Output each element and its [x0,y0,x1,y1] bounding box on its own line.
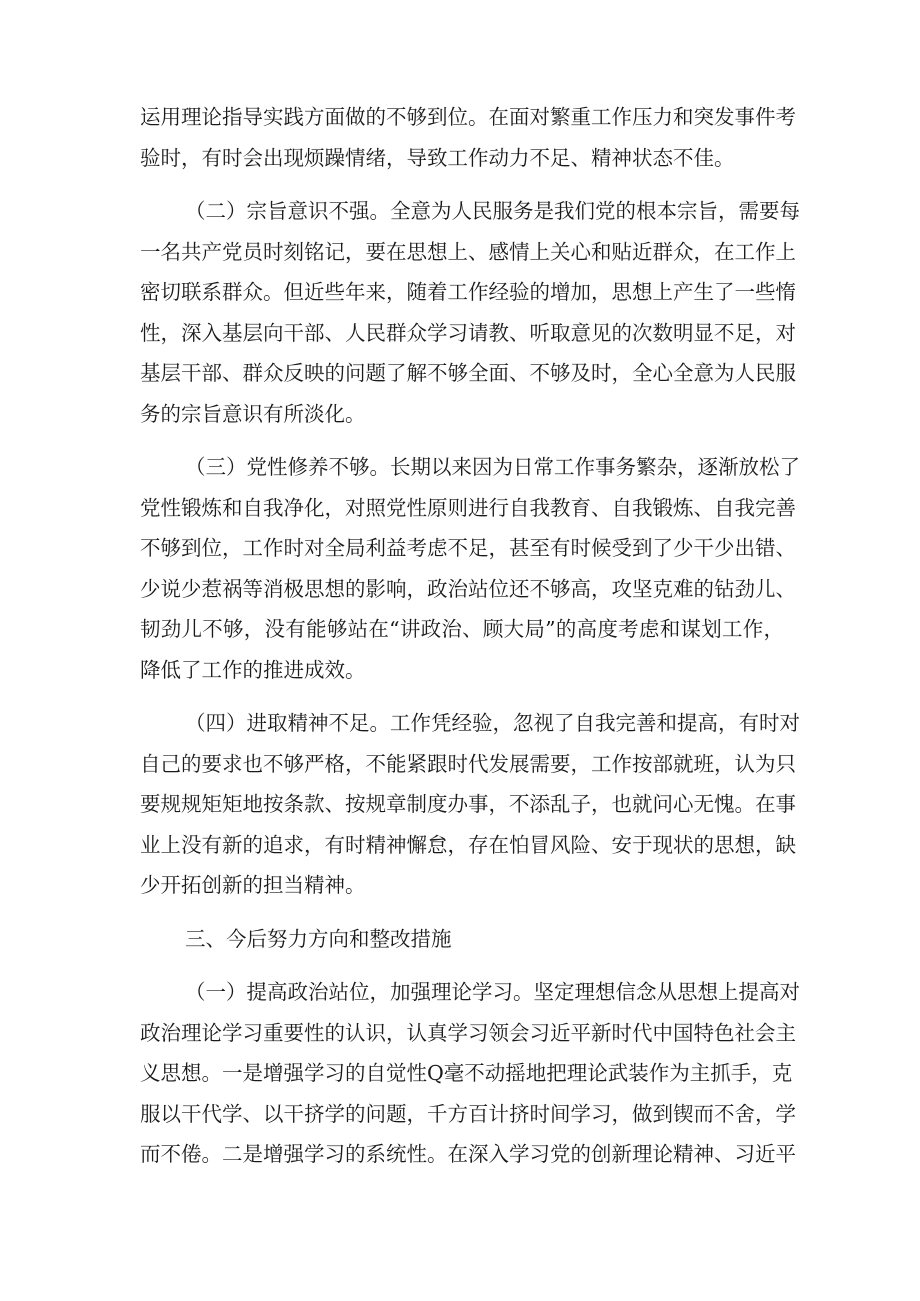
text-line: 运用理论指导实践方面做的不够到位。在面对繁重工作压力和突发事件考 [140,105,796,129]
text-line: 要规规矩矩地按条款、按规章制度办事，不添乱子，也就问心无愧。在事 [140,792,796,816]
paragraph-purpose-awareness [140,191,800,434]
text-line: 少开拓创新的担当精神。 [140,873,366,897]
text-line: 密切联系群众。但近些年来，随着工作经验的增加，思想上产生了一些惰 [140,280,796,304]
text-line: （一）提高政治站位，加强理论学习。坚定理想信念从思想上提高对 [185,980,800,1004]
text-line: 义思想。一是增强学习的自觉性Q毫不动摇地把理论武装作为主抓手，克 [140,1061,793,1085]
text-line: 党性锻炼和自我净化，对照党性原则进行自我教育、自我锻炼、自我完善 [140,495,796,520]
text-line: 基层干部、群众反映的问题了解不够全面、不够及时，全心全意为人民服 [140,361,796,385]
text-line: 服以干代学、以干挤学的问题，千方百计挤时间学习，做到锲而不舍，学 [140,1101,796,1126]
text-line: 韧劲儿不够，没有能够站在“讲政治、顾大局”的高度考虑和谋划工作， [140,617,784,641]
text-line: 务的宗旨意识有所淡化。 [140,401,366,426]
text-line: 而不倦。二是增强学习的系统性。在深入学习党的创新理论精神、习近平 [140,1142,796,1166]
text-line: 自己的要求也不够严格，不能紧跟时代发展需要，工作按部就班，认为只 [140,751,796,776]
paragraph-political-standing [140,972,800,1175]
text-line: 降低了工作的推进成效。 [140,657,366,682]
text-line: 政治理论学习重要性的认识，认真学习领会习近平新时代中国特色社会主 [140,1020,796,1045]
text-line: 一名共产党员时刻铭记，要在思想上、感情上关心和贴近群众，在工作上 [140,239,796,264]
text-line: （二）宗旨意识不强。全意为人民服务是我们党的根本宗旨，需要每 [185,199,800,223]
paragraph-enterprising-spirit [140,703,800,906]
text-line: （四）进取精神不足。工作凭经验，忽视了自我完善和提高，有时对 [185,711,800,735]
paragraph-party-cultivation [140,447,800,690]
text-line: 少说少惹祸等消极思想的影响，政治站位还不够高，攻坚克难的钻劲儿、 [140,576,796,601]
text-line: 不够到位，工作时对全局利益考虑不足，甚至有时候受到了少干少出错、 [140,536,796,560]
paragraph-continuation [140,97,796,178]
text-line: 性，深入基层向干部、人民群众学习请教、听取意见的次数明显不足，对 [140,320,796,345]
section-heading: 三、今后努力方向和整改措施 [185,926,452,951]
text-line: 业上没有新的追求，有时精神懈怠，存在怕冒风险、安于现状的思想，缺 [140,832,796,857]
text-line: （三）党性修养不够。长期以来因为日常工作事务繁杂，逐渐放松了 [185,455,800,479]
text-line: 验时，有时会出现烦躁情绪，导致工作动力不足、精神状态不佳。 [140,145,735,170]
document-body [140,97,800,1175]
